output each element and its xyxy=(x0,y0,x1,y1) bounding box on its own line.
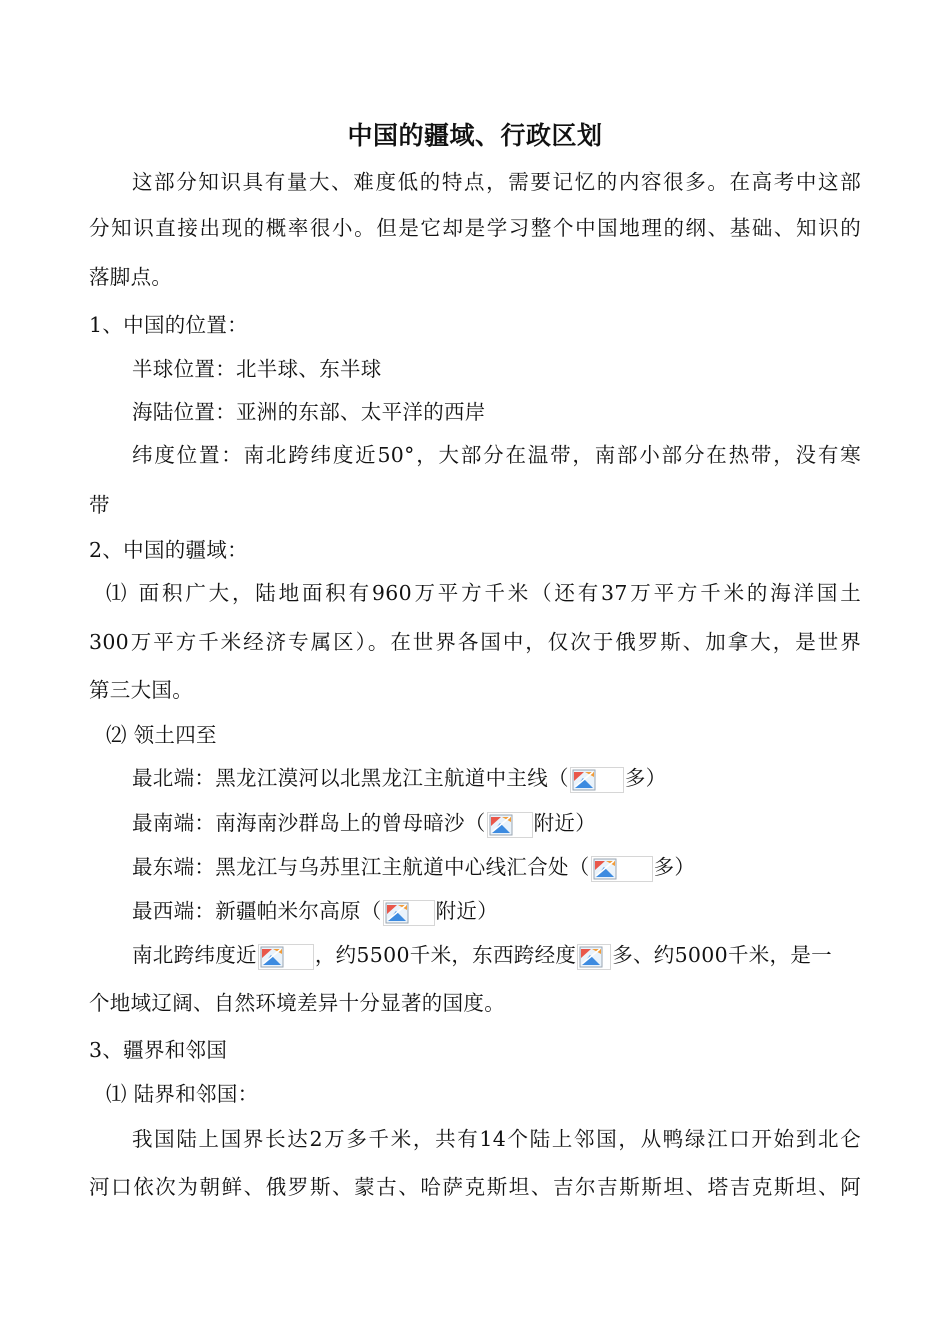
area-line-2: 300万平方千米经济专属区）。在世界各国中，仅次于俄罗斯、加拿大，是世界 xyxy=(89,630,861,654)
span-text-2: ，约5500千米，东西跨经度 xyxy=(314,943,577,967)
intro-line-2: 分知识直接出现的概率很小。但是它却是学习整个中国地理的纲、基础、知识的 xyxy=(89,216,861,240)
intro-line-3: 落脚点。 xyxy=(89,265,173,289)
section-1-heading: 1、中国的位置： xyxy=(89,313,248,337)
northernmost-point xyxy=(132,763,861,793)
section-3-heading: 3、疆界和邻国 xyxy=(89,1038,228,1062)
latitude-position-cont: 带 xyxy=(89,493,110,517)
broken-image-icon xyxy=(487,812,533,838)
intro-line-1: 这部分知识具有量大、难度低的特点，需要记忆的内容很多。在高考中这部 xyxy=(132,170,861,194)
land-border-heading: ⑴ 陆界和邻国： xyxy=(106,1082,259,1106)
area-line-1: ⑴ 面积广大，陆地面积有960万平方千米（还有37万平方千米的海洋国土 xyxy=(106,581,861,605)
southernmost-point xyxy=(132,808,861,838)
northernmost-text: 最北端：黑龙江漠河以北黑龙江主航道中主线（ xyxy=(132,766,569,790)
hemisphere-position: 半球位置：北半球、东半球 xyxy=(132,357,382,381)
easternmost-text: 最东端：黑龙江与乌苏里江主航道中心线汇合处（ xyxy=(132,855,590,879)
easternmost-point xyxy=(132,852,861,882)
westernmost-text: 最西端：新疆帕米尔高原（ xyxy=(132,899,382,923)
northernmost-suffix: 多） xyxy=(624,766,667,790)
westernmost-point xyxy=(132,896,861,926)
section-2-heading: 2、中国的疆域： xyxy=(89,538,248,562)
span-text-1: 南北跨纬度近 xyxy=(132,943,257,967)
land-border-line-2: 河口依次为朝鲜、俄罗斯、蒙古、哈萨克斯坦、吉尔吉斯斯坦、塔吉克斯坦、阿 xyxy=(89,1175,861,1199)
span-line-cont: 个地域辽阔、自然环境差异十分显著的国度。 xyxy=(89,991,505,1015)
westernmost-suffix: 附近） xyxy=(435,899,499,923)
broken-image-icon xyxy=(383,900,435,926)
land-border-line-1: 我国陆上国界长达2万多千米，共有14个陆上邻国，从鸭绿江口开始到北仑 xyxy=(132,1127,861,1151)
broken-image-icon xyxy=(577,944,611,970)
span-text-3: 多、约5000千米，是一 xyxy=(612,943,832,967)
land-sea-position: 海陆位置：亚洲的东部、太平洋的西岸 xyxy=(132,400,486,424)
southernmost-suffix: 附近） xyxy=(533,811,597,835)
latitude-position: 纬度位置：南北跨纬度近50°，大部分在温带，南部小部分在热带，没有寒 xyxy=(132,443,861,467)
territory-extremes-heading: ⑵ 领土四至 xyxy=(106,723,217,747)
span-line xyxy=(132,940,861,970)
area-line-3: 第三大国。 xyxy=(89,678,193,702)
easternmost-suffix: 多） xyxy=(653,855,696,879)
broken-image-icon xyxy=(591,856,653,882)
page-title: 中国的疆域、行政区划 xyxy=(347,121,603,150)
broken-image-icon xyxy=(258,944,314,970)
southernmost-text: 最南端：南海南沙群岛上的曾母暗沙（ xyxy=(132,811,486,835)
broken-image-icon xyxy=(570,767,624,793)
